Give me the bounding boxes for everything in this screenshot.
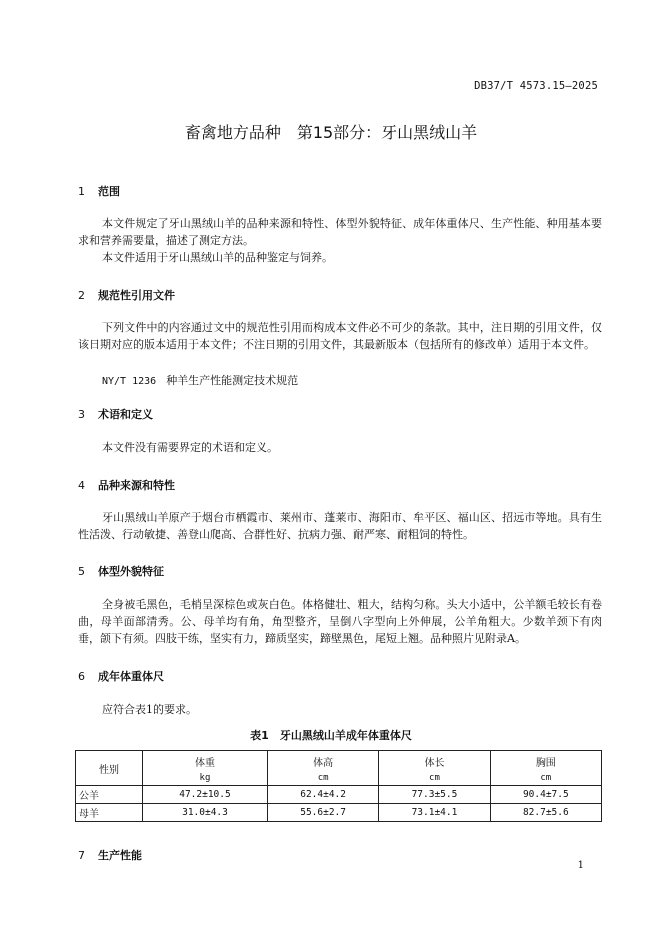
section-number: 7: [78, 849, 85, 862]
column-unit: cm: [540, 772, 552, 783]
table-header-row: [76, 751, 602, 786]
paragraph: 牙山黑绒山羊原产于烟台市栖霞市、莱州市、蓬莱市、海阳市、牟平区、福山区、招远市等地。具有生性活泼、行动敏捷、善登山爬高、合群性好、抗病力强、耐严寒、耐粗饲的特性。: [78, 511, 602, 541]
column-unit: cm: [429, 772, 440, 783]
table-cell: 47.2±10.5: [143, 786, 268, 804]
column-header-height: [267, 751, 378, 786]
row-label: 公羊: [76, 786, 143, 804]
paragraph: 全身被毛黑色，毛梢呈深棕色或灰白色。体格健壮、粗大，结构匀称。头大小适中，公羊额毛较长有卷曲，母羊面部清秀。公、母羊均有角，角型整齐，呈倒八字型向上外伸展，公羊角粗大。少数羊颈下有肉垂，颌下有须。四肢干练，坚实有力，蹄质坚实，蹄壁黑色，尾短上翘。品种照片见附录A。: [78, 598, 602, 645]
section-heading-terms: [78, 406, 153, 422]
section-number: 2: [78, 289, 85, 302]
column-header-chest: [490, 751, 601, 786]
table-cell: 77.3±5.5: [379, 786, 490, 804]
row-label: 母羊: [76, 804, 143, 822]
document-code: DB37/T 4573.15—2025: [474, 80, 598, 92]
column-unit: cm: [317, 772, 329, 783]
column-name: 胸围: [535, 757, 556, 769]
column-header-weight: [143, 751, 268, 786]
section-number: 5: [78, 565, 85, 578]
section-title: 规范性引用文件: [98, 289, 175, 302]
section-title: 体型外貌特征: [98, 565, 164, 578]
paragraph: 本文件没有需要界定的术语和定义。: [102, 441, 278, 454]
section-title: 范围: [98, 185, 120, 198]
section-heading-production: [78, 847, 142, 863]
section-number: 6: [78, 670, 85, 683]
table-cell: 62.4±4.2: [267, 786, 378, 804]
reference-title: 种羊生产性能测定技术规范: [166, 374, 299, 387]
reference-code: NY/T 1236: [102, 376, 157, 387]
section-heading-body-measurements: [78, 668, 164, 684]
section-title: 成年体重体尺: [98, 670, 164, 683]
section-title: 品种来源和特性: [98, 479, 175, 492]
section-number: 1: [78, 185, 85, 198]
document-title: 畜禽地方品种 第15部分：牙山黑绒山羊: [184, 123, 478, 142]
section-title: 生产性能: [98, 849, 142, 862]
section-heading-scope: [78, 183, 120, 199]
table-cell: 73.1±4.1: [379, 804, 490, 822]
reference-entry: [102, 372, 298, 388]
paragraph: 应符合表1的要求。: [102, 703, 197, 716]
column-header-length: [379, 751, 490, 786]
row-header-cell: 性别: [76, 751, 143, 786]
table-cell: 90.4±7.5: [490, 786, 601, 804]
column-name: 体长: [424, 757, 445, 769]
page-number: 1: [577, 860, 584, 871]
paragraph: 下列文件中的内容通过文中的规范性引用而构成本文件必不可少的条款。其中，注日期的引用文件，仅该日期对应的版本适用于本文件；不注日期的引用文件，其最新版本（包括所有的修改单）适用于本文件。: [78, 321, 602, 351]
column-name: 体高: [313, 757, 334, 769]
section-title: 术语和定义: [98, 408, 153, 421]
paragraph: 本文件规定了牙山黑绒山羊的品种来源和特性、体型外貌特征、成年体重体尺、生产性能、种用基本要求和营养需要量，描述了测定方法。: [78, 217, 602, 247]
section-number: 4: [78, 479, 85, 492]
body-measurement-table: [75, 750, 602, 822]
table-caption: 表1 牙山黑绒山羊成年体重体尺: [250, 729, 412, 742]
paragraph: 本文件适用于牙山黑绒山羊的品种鉴定与饲养。: [102, 251, 333, 264]
table-cell: 82.7±5.6: [490, 804, 601, 822]
section-heading-appearance: [78, 563, 164, 579]
table-row: [76, 786, 602, 804]
section-heading-normative-references: [78, 287, 175, 303]
section-heading-origin: [78, 477, 175, 493]
table-row: [76, 804, 602, 822]
table-cell: 31.0±4.3: [143, 804, 268, 822]
section-number: 3: [78, 408, 85, 421]
table-cell: 55.6±2.7: [267, 804, 378, 822]
column-name: 体重: [194, 757, 215, 769]
column-unit: kg: [199, 772, 211, 783]
